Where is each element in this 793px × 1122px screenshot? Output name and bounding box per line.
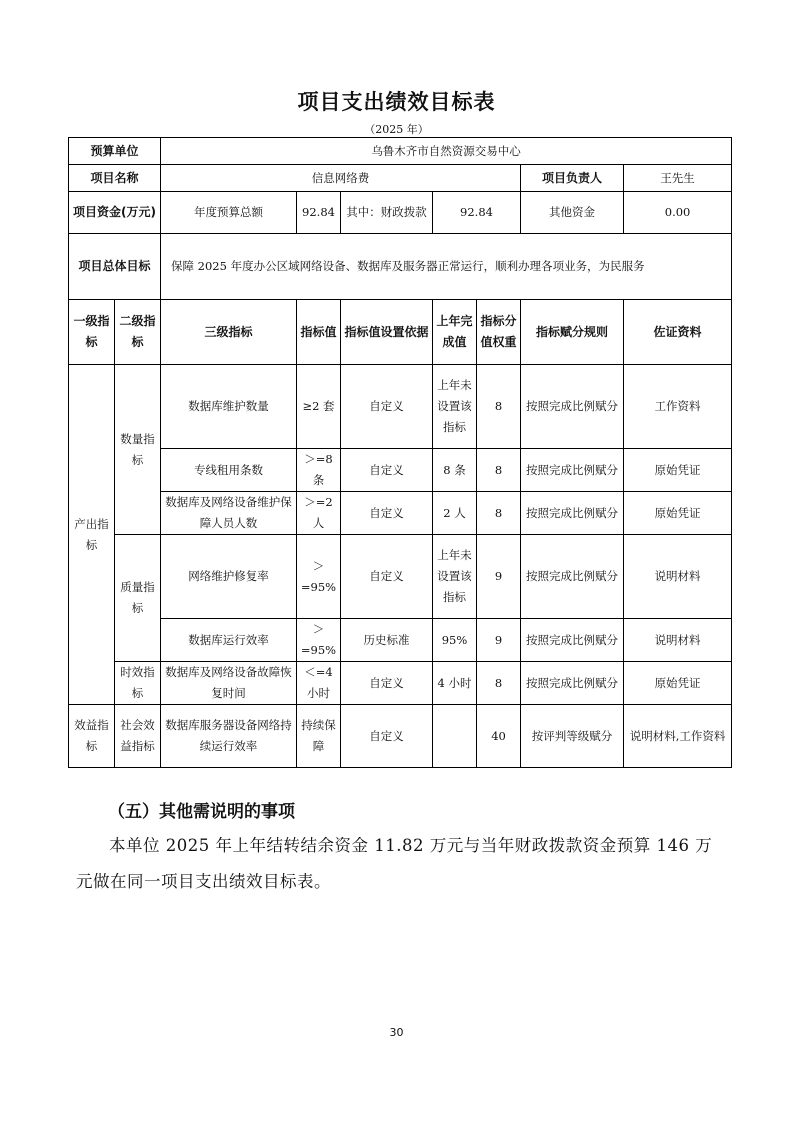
weight-cell: 9 [477,535,521,619]
other-funds-label: 其他资金 [521,192,624,234]
basis-cell: 自定义 [341,449,433,492]
table-year: （2025 年） [364,123,429,136]
project-owner-value: 王先生 [624,165,732,192]
evidence-cell: 原始凭证 [624,492,732,535]
last-year-cell: 8 条 [433,449,477,492]
output-indicator-cell: 产出指标 [69,365,115,705]
rule-cell: 按照完成比例赋分 [521,662,624,705]
fiscal-allocation-label: 其中：财政拨款 [341,192,433,234]
body-paragraph: 本单位 2025 年上年结转结余资金 11.82 万元与当年财政拨款资金预算 146 万元做在同一项目支出绩效目标表。 [76,836,713,891]
evidence-cell: 原始凭证 [624,662,732,705]
table-row [69,365,732,449]
rule-cell: 按评判等级赋分 [521,705,624,768]
target-cell: ＞ =95% [297,535,341,619]
rule-cell: 按照完成比例赋分 [521,619,624,662]
target-cell: ≥2 套 [297,365,341,449]
table-row [69,535,732,619]
annual-budget-value: 92.84 [297,192,341,234]
indicator-cell: 网络维护修复率 [161,535,297,619]
rule-cell: 按照完成比例赋分 [521,365,624,449]
quantity-indicator-cell: 数量指标 [115,365,161,535]
benefit-indicator-cell: 效益指标 [69,705,115,768]
page-title: 项目支出绩效目标表 [297,90,496,114]
weight-cell: 8 [477,662,521,705]
weight-cell: 8 [477,449,521,492]
target-cell: ＜=4 小时 [297,662,341,705]
table-row [69,449,732,492]
col-weight: 指标分值权重 [477,300,521,365]
col-level1: 一级指标 [69,300,115,365]
target-cell: ＞=2 人 [297,492,341,535]
section-heading: （五）其他需说明的事项 [108,802,295,822]
performance-target-table [68,137,732,768]
project-owner-label: 项目负责人 [521,165,624,192]
page-number: 30 [389,1026,404,1039]
evidence-cell: 说明材料 [624,619,732,662]
rule-cell: 按照完成比例赋分 [521,535,624,619]
budget-unit-value: 乌鲁木齐市自然资源交易中心 [161,138,732,165]
col-level2: 二级指标 [115,300,161,365]
weight-cell: 40 [477,705,521,768]
basis-cell: 自定义 [341,705,433,768]
target-cell: ＞=8 条 [297,449,341,492]
evidence-cell: 说明材料,工作资料 [624,705,732,768]
overall-goal-label: 项目总体目标 [69,234,161,300]
rule-cell: 按照完成比例赋分 [521,449,624,492]
indicator-cell: 数据库维护数量 [161,365,297,449]
last-year-cell: 上年未设置该指标 [433,365,477,449]
col-target: 指标值 [297,300,341,365]
weight-cell: 9 [477,619,521,662]
overall-goal-value: 保障 2025 年度办公区域网络设备、数据库及服务器正常运行，顺利办理各项业务，为民服务 [161,234,732,300]
budget-unit-label: 预算单位 [69,138,161,165]
indicator-cell: 数据库服务器设备网络持续运行效率 [161,705,297,768]
weight-cell: 8 [477,492,521,535]
indicator-cell: 数据库及网络设备故障恢复时间 [161,662,297,705]
other-funds-value: 0.00 [624,192,732,234]
indicator-cell: 数据库及网络设备维护保障人员人数 [161,492,297,535]
last-year-cell: 上年未设置该指标 [433,535,477,619]
fiscal-allocation-value: 92.84 [433,192,521,234]
basis-cell: 自定义 [341,535,433,619]
target-cell: ＞ =95% [297,619,341,662]
table-row [69,492,732,535]
project-name-label: 项目名称 [69,165,161,192]
quality-indicator-cell: 质量指标 [115,535,161,662]
indicator-cell: 专线租用条数 [161,449,297,492]
evidence-cell: 工作资料 [624,365,732,449]
col-basis: 指标值设置依据 [341,300,433,365]
basis-cell: 历史标准 [341,619,433,662]
timeliness-indicator-cell: 时效指标 [115,662,161,705]
project-name-value: 信息网络费 [161,165,521,192]
last-year-cell: 2 人 [433,492,477,535]
rule-cell: 按照完成比例赋分 [521,492,624,535]
col-level3: 三级指标 [161,300,297,365]
last-year-cell: 4 小时 [433,662,477,705]
col-rule: 指标赋分规则 [521,300,624,365]
social-benefit-indicator-cell: 社会效益指标 [115,705,161,768]
evidence-cell: 说明材料 [624,535,732,619]
basis-cell: 自定义 [341,662,433,705]
col-evidence: 佐证资料 [624,300,732,365]
annual-budget-label: 年度预算总额 [161,192,297,234]
project-funds-label: 项目资金(万元) [69,192,161,234]
evidence-cell: 原始凭证 [624,449,732,492]
basis-cell: 自定义 [341,492,433,535]
indicator-cell: 数据库运行效率 [161,619,297,662]
target-cell: 持续保障 [297,705,341,768]
table-row [69,619,732,662]
table-row [69,662,732,705]
last-year-cell [433,705,477,768]
last-year-cell: 95% [433,619,477,662]
col-last-year: 上年完成值 [433,300,477,365]
basis-cell: 自定义 [341,365,433,449]
weight-cell: 8 [477,365,521,449]
table-row [69,705,732,768]
